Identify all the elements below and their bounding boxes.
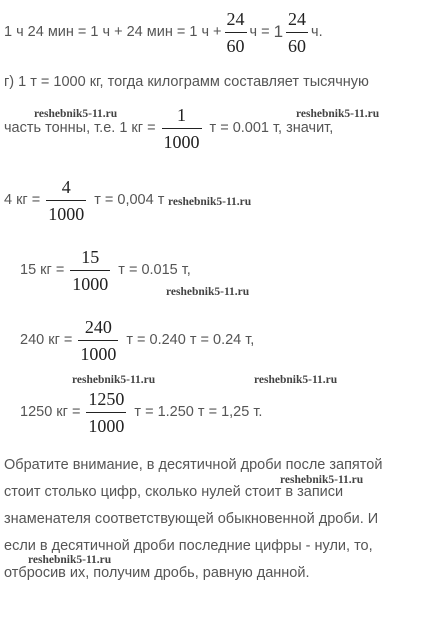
fraction-numerator: 24 [226,8,245,29]
mixed-number-integer: 1 [273,22,284,41]
fraction [286,9,308,56]
fraction [78,317,118,364]
fraction-denominator: 1000 [163,131,200,152]
intro-text: г) 1 т = 1000 кг, тогда килограмм составляет тысячную [4,74,369,90]
fraction-bar [86,412,126,413]
equation-text: т = 0,004 т [94,192,165,208]
equation-text: т = 0.015 т, [118,262,191,278]
fraction-denominator: 60 [226,35,245,56]
equation-text: т = 1.250 т = 1,25 т. [134,404,263,420]
fraction-numerator: 4 [61,176,71,197]
equation-time-conversion [4,6,323,58]
fraction-denominator: 1000 [80,343,117,364]
fraction [70,247,110,294]
equation-text: 1250 кг = [20,404,81,420]
paragraph-line: стоит столько цифр, сколько нулей стоит в записи [4,484,344,500]
fraction-bar [46,200,86,201]
equation-text: 1 ч 24 мин = 1 ч + 24 мин = 1 ч + [4,24,222,40]
fraction-bar [78,340,118,341]
watermark: reshebnik5-11.ru [280,474,364,486]
watermark: reshebnik5-11.ru [296,108,380,120]
paragraph-line: Обратите внимание, в десятичной дроби после запятой [4,457,383,473]
fraction-bar [162,128,202,129]
equation-text: 240 кг = [20,332,73,348]
fraction [46,177,86,224]
fraction-bar [286,32,308,33]
watermark: reshebnik5-11.ru [28,554,112,566]
fraction-denominator: 60 [288,35,307,56]
text-line-intro [4,72,369,92]
paragraph-line: отбросив их, получим дробь, равную данной. [4,565,310,581]
equation-240kg [20,314,254,366]
equation-text: т = 0.240 т = 0.24 т, [126,332,255,348]
watermark: reshebnik5-11.ru [166,286,250,298]
equation-text: ч = [249,24,270,40]
fraction-bar [225,32,247,33]
fraction-denominator: 1000 [48,203,85,224]
fraction-numerator: 1250 [88,388,125,409]
watermark: reshebnik5-11.ru [254,374,338,386]
fraction-denominator: 1000 [72,273,109,294]
fraction-denominator: 1000 [88,415,125,436]
equation-text: часть тонны, т.е. 1 кг = [4,120,156,136]
equation-1250kg [20,386,262,438]
equation-text: 4 кг = [4,192,41,208]
watermark: reshebnik5-11.ru [168,196,252,208]
equation-text: ч. [311,24,323,40]
watermark: reshebnik5-11.ru [72,374,156,386]
fraction [162,105,202,152]
fraction-numerator: 240 [84,316,112,337]
fraction-numerator: 15 [81,246,100,267]
equation-text: т = 0.001 т, значит, [209,120,334,136]
equation-text: 15 кг = [20,262,65,278]
explanation-paragraph [4,452,440,587]
fraction [225,9,247,56]
paragraph-line: если в десятичной дроби последние цифры - нули, то, [4,538,373,554]
watermark: reshebnik5-11.ru [34,108,118,120]
paragraph-line: знаменателя соответствующей обыкновенной дроби. И [4,511,379,527]
fraction [86,389,126,436]
fraction-numerator: 24 [288,8,307,29]
equation-4kg [4,174,164,226]
fraction-numerator: 1 [177,104,187,125]
fraction-bar [70,270,110,271]
